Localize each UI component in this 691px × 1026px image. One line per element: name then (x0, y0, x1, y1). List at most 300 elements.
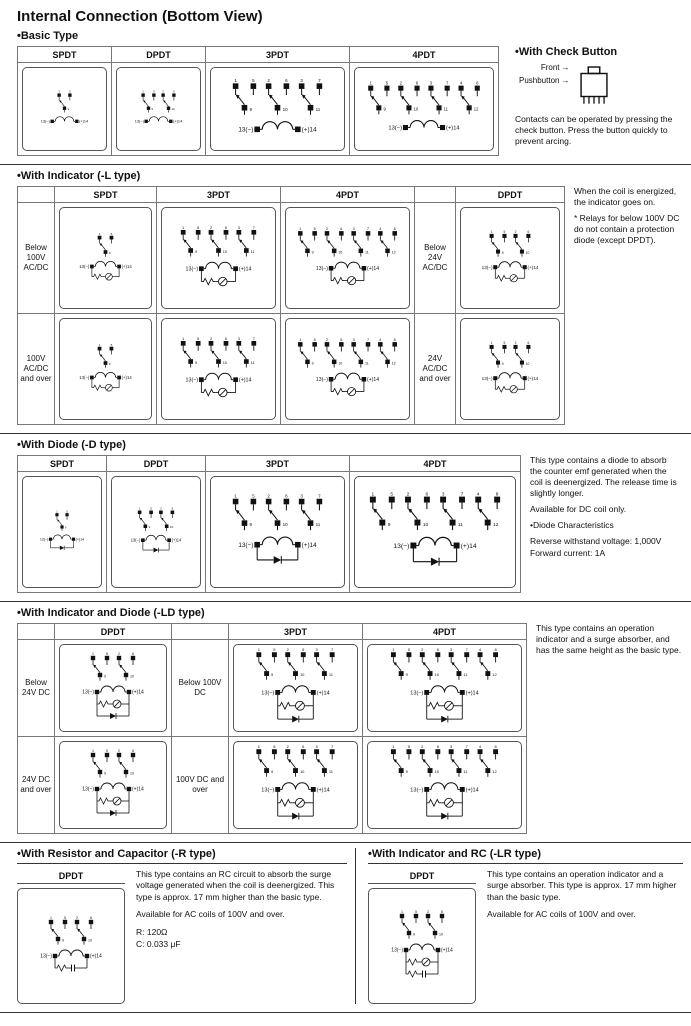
rc-section (17, 848, 355, 1004)
svg-text:8: 8 (476, 80, 479, 86)
section-divider (0, 842, 691, 843)
svg-text:(+)14: (+)14 (527, 264, 539, 270)
basic-type-section (17, 46, 683, 156)
schematic-frame (59, 207, 152, 309)
svg-text:3: 3 (315, 648, 318, 653)
svg-text:6: 6 (132, 748, 134, 753)
svg-text:2: 2 (406, 492, 410, 498)
svg-text:13(−): 13(−) (238, 541, 254, 549)
svg-text:1: 1 (182, 336, 185, 341)
column-header-dpdt: DPDT (17, 869, 125, 884)
svg-text:9: 9 (311, 250, 314, 255)
svg-text:13(−): 13(−) (185, 377, 199, 384)
svg-text:5: 5 (110, 342, 113, 347)
svg-text:(+)14: (+)14 (121, 263, 132, 269)
svg-text:13(−): 13(−) (261, 787, 275, 794)
schematic-ld-4pdt-over (371, 745, 518, 825)
schematic-l-4pdt-over (289, 322, 406, 416)
schematic-d-spdt (26, 480, 98, 584)
svg-text:13(−): 13(−) (410, 690, 424, 697)
rc-resistor-value: R: 120Ω (136, 926, 168, 937)
svg-text:5: 5 (252, 78, 255, 84)
svg-text:1: 1 (371, 492, 375, 498)
svg-text:3: 3 (315, 745, 318, 750)
svg-text:6: 6 (90, 915, 92, 920)
svg-text:10: 10 (525, 250, 530, 255)
schematic-l-dpdt-over (464, 322, 556, 416)
svg-text:9: 9 (108, 362, 111, 367)
arrow-right-icon: → (561, 75, 570, 85)
column-header-spdt: SPDT (18, 47, 111, 62)
schematic-frame (460, 207, 560, 309)
svg-text:1: 1 (234, 493, 237, 499)
cell-ld-4pdt-below (363, 640, 526, 736)
cell-d-dpdt (107, 472, 205, 592)
svg-text:13(−): 13(−) (238, 126, 254, 134)
svg-text:2: 2 (421, 648, 424, 653)
arrow-right-icon: → (561, 63, 570, 72)
svg-text:12: 12 (473, 106, 479, 112)
rc-text-2: Available for AC coils of 100V and over. (136, 909, 285, 920)
svg-text:5: 5 (407, 745, 411, 750)
svg-text:13(−): 13(−) (393, 542, 410, 550)
cell-ld-3pdt-over (229, 737, 362, 833)
section-divider (0, 164, 691, 165)
svg-text:13(−): 13(−) (261, 690, 275, 697)
svg-text:11: 11 (250, 361, 255, 366)
svg-text:1: 1 (50, 915, 52, 920)
schematic-d-4pdt (358, 480, 512, 584)
svg-text:(+)14: (+)14 (367, 377, 380, 384)
cell-l-spdt-over (55, 314, 156, 424)
svg-text:9: 9 (249, 106, 253, 112)
rc-text-1: This type contains an RC circuit to absorb the surge voltage generated when the coil is deenergized. This type is approx. 17 mm higher than the basic type. (136, 869, 335, 902)
column-header-spdt: SPDT (55, 187, 156, 202)
svg-text:2: 2 (514, 340, 517, 345)
schematic-frame (59, 318, 152, 420)
svg-text:2: 2 (286, 648, 289, 653)
svg-text:7: 7 (460, 492, 464, 498)
row-label-24vdc-over: 24V DC and over (18, 737, 54, 833)
svg-text:13(−): 13(−) (79, 374, 90, 380)
svg-text:10: 10 (338, 361, 343, 366)
schematic-basic-3pdt (214, 71, 341, 147)
svg-text:4: 4 (459, 80, 463, 86)
ld-note-1: This type contains an operation indicator and a surge absorber, and has the same height as the basic type. (536, 623, 682, 656)
svg-text:9: 9 (311, 361, 314, 366)
diode-section (17, 455, 683, 593)
lr-text-1: This type contains an operation indicator and a surge absorber. This type is approx. 17 mm higher than the basic type. (487, 869, 677, 902)
schematic-frame (210, 476, 345, 588)
schematic-ld-4pdt-below (371, 648, 518, 728)
svg-text:7: 7 (331, 745, 334, 750)
svg-text:6: 6 (302, 648, 305, 653)
check-button-figure (519, 62, 683, 108)
schematic-frame (22, 476, 102, 588)
cell-d-4pdt (350, 472, 520, 592)
svg-text:7: 7 (331, 648, 334, 653)
svg-text:9: 9 (501, 361, 504, 366)
svg-text:10: 10 (282, 106, 288, 112)
svg-text:9: 9 (64, 526, 67, 530)
svg-text:6: 6 (302, 745, 305, 750)
schematic-frame (59, 644, 167, 732)
svg-text:2: 2 (118, 748, 120, 753)
schematic-r-dpdt (21, 892, 121, 1000)
svg-text:6: 6 (527, 229, 530, 234)
svg-text:7: 7 (252, 225, 255, 230)
svg-text:8: 8 (393, 227, 396, 232)
indicator-note-2: * Relays for below 100V DC do not contain a protection diode (except DPDT). (574, 213, 680, 246)
column-header-dpdt: DPDT (107, 456, 205, 471)
svg-text:(+)14: (+)14 (132, 689, 144, 696)
svg-text:2: 2 (399, 80, 402, 86)
svg-text:6: 6 (132, 651, 134, 656)
schematic-d-dpdt (115, 480, 197, 584)
schematic-frame (22, 67, 107, 151)
svg-text:(+)14: (+)14 (460, 542, 477, 550)
svg-text:5: 5 (153, 89, 155, 94)
svg-text:12: 12 (493, 522, 499, 528)
schematic-basic-dpdt (120, 71, 197, 147)
column-header-4pdt: 4PDT (281, 187, 414, 202)
svg-text:(+)14: (+)14 (301, 541, 317, 549)
svg-text:1: 1 (98, 342, 101, 347)
svg-text:5: 5 (106, 651, 108, 656)
svg-text:1: 1 (392, 648, 395, 653)
diode-note (521, 455, 680, 564)
schematic-frame (367, 644, 522, 732)
svg-text:10: 10 (434, 769, 439, 775)
schematic-frame (17, 888, 125, 1004)
rc-body (17, 869, 347, 1004)
svg-text:2: 2 (514, 229, 517, 234)
check-button-heading: •With Check Button (515, 46, 618, 58)
schematic-l-dpdt-below (464, 211, 556, 305)
svg-text:2: 2 (325, 227, 329, 232)
svg-text:(+)14: (+)14 (465, 690, 479, 697)
svg-text:7: 7 (465, 745, 468, 750)
svg-text:13(−): 13(−) (185, 266, 199, 273)
svg-text:(+)14: (+)14 (238, 266, 252, 273)
svg-text:1: 1 (257, 745, 260, 750)
schematic-frame (367, 741, 522, 829)
svg-text:10: 10 (299, 769, 305, 775)
svg-text:6: 6 (285, 493, 288, 499)
svg-text:2: 2 (325, 338, 329, 343)
svg-text:6: 6 (436, 648, 439, 653)
cell-basic-spdt (18, 63, 111, 155)
schematic-frame (161, 207, 276, 309)
cell-l-dpdt-below (456, 203, 564, 313)
cell-ld-dpdt-below (55, 640, 171, 736)
svg-text:10: 10 (171, 107, 175, 112)
svg-text:5: 5 (313, 338, 316, 343)
svg-text:10: 10 (169, 525, 174, 530)
svg-text:12: 12 (391, 250, 396, 255)
empty-header (415, 187, 455, 202)
svg-text:4: 4 (478, 745, 482, 750)
svg-text:13(−): 13(−) (391, 947, 403, 954)
svg-text:(+)14: (+)14 (238, 377, 252, 384)
column-header-3pdt: 3PDT (229, 624, 362, 639)
svg-text:6: 6 (425, 492, 429, 498)
svg-text:2: 2 (76, 915, 78, 920)
svg-text:11: 11 (364, 250, 369, 255)
ld-heading: •With Indicator and Diode (-LD type) (17, 607, 205, 619)
schematic-frame (116, 67, 201, 151)
svg-text:11: 11 (457, 522, 464, 528)
svg-text:11: 11 (463, 769, 468, 775)
svg-text:3: 3 (441, 492, 445, 498)
diode-note-2: Available for DC coil only. (530, 504, 627, 515)
svg-text:(+)14: (+)14 (301, 126, 317, 134)
svg-text:1: 1 (299, 338, 302, 343)
cell-l-3pdt-over (157, 314, 280, 424)
cell-ld-dpdt-over (55, 737, 171, 833)
svg-text:2: 2 (209, 336, 213, 341)
diode-note-3: •Diode Characteristics (530, 520, 614, 531)
schematic-lr-dpdt (372, 892, 472, 1000)
svg-text:(+)14: (+)14 (316, 690, 330, 697)
svg-text:11: 11 (364, 361, 369, 366)
ld-table (17, 623, 527, 834)
svg-text:3: 3 (237, 225, 240, 230)
column-header-dpdt: DPDT (55, 624, 171, 639)
svg-text:2: 2 (209, 225, 213, 230)
svg-text:1: 1 (369, 80, 372, 86)
svg-text:2: 2 (286, 745, 289, 750)
bottom-section (17, 848, 683, 1004)
cell-basic-3pdt (206, 63, 349, 155)
svg-text:1: 1 (58, 89, 60, 94)
svg-text:1: 1 (182, 225, 185, 230)
diode-note-4: Reverse withstand voltage: 1,000V (530, 536, 662, 547)
svg-text:(+)14: (+)14 (90, 953, 102, 960)
svg-text:2: 2 (160, 506, 162, 511)
basic-type-table (17, 46, 499, 156)
svg-text:1: 1 (92, 748, 94, 753)
diode-table (17, 455, 521, 593)
svg-text:11: 11 (328, 769, 333, 775)
svg-text:12: 12 (391, 361, 396, 366)
svg-text:2: 2 (427, 909, 429, 914)
relay-side-view-icon (572, 62, 616, 108)
page-title: Internal Connection (Bottom View) (17, 8, 263, 25)
svg-text:5: 5 (390, 492, 394, 498)
svg-text:(+)14: (+)14 (173, 119, 183, 124)
svg-text:9: 9 (405, 769, 408, 775)
svg-text:7: 7 (366, 338, 370, 343)
basic-type-heading: •Basic Type (17, 30, 79, 42)
svg-text:11: 11 (443, 106, 449, 112)
svg-text:12: 12 (492, 769, 497, 775)
svg-text:9: 9 (405, 672, 408, 678)
column-header-4pdt: 4PDT (350, 456, 520, 471)
rc-diagram-block (17, 869, 125, 1004)
svg-text:3: 3 (352, 338, 355, 343)
svg-text:3: 3 (450, 745, 453, 750)
svg-text:(+)14: (+)14 (132, 786, 144, 793)
svg-text:13(−): 13(−) (410, 787, 424, 794)
svg-text:10: 10 (338, 250, 343, 255)
empty-header (172, 624, 228, 639)
column-header-3pdt: 3PDT (157, 187, 280, 202)
svg-text:11: 11 (250, 250, 255, 255)
cell-basic-4pdt (350, 63, 498, 155)
svg-text:6: 6 (415, 80, 419, 86)
svg-text:1: 1 (56, 510, 58, 514)
svg-text:6: 6 (527, 340, 530, 345)
lr-diagram-block (368, 869, 476, 1004)
svg-text:5: 5 (69, 89, 71, 94)
svg-text:13(−): 13(−) (40, 119, 50, 124)
schematic-frame (460, 318, 560, 420)
schematic-ld-dpdt-below (63, 648, 163, 728)
svg-text:9: 9 (271, 672, 274, 678)
pushbutton-label: Pushbutton (519, 75, 560, 85)
front-label-row (519, 62, 569, 75)
svg-text:5: 5 (273, 648, 276, 653)
column-header-3pdt: 3PDT (206, 456, 349, 471)
cell-basic-dpdt (112, 63, 205, 155)
column-header-4pdt: 4PDT (350, 47, 498, 62)
section-divider (0, 601, 691, 602)
schematic-frame (368, 888, 476, 1004)
svg-text:5: 5 (66, 510, 68, 514)
lr-text-2: Available for AC coils of 100V and over. (487, 909, 636, 920)
svg-text:9: 9 (194, 250, 198, 255)
svg-text:6: 6 (340, 227, 343, 232)
svg-text:5: 5 (415, 909, 417, 914)
svg-text:5: 5 (385, 80, 389, 86)
empty-header (18, 624, 54, 639)
row-label-100vdc-over: 100V DC and over (172, 737, 228, 833)
svg-text:(+)14: (+)14 (527, 375, 539, 381)
svg-text:13(−): 13(−) (79, 263, 90, 269)
svg-text:9: 9 (194, 361, 198, 366)
diode-note-5: Forward current: 1A (530, 548, 606, 559)
svg-text:6: 6 (224, 336, 228, 341)
cell-l-4pdt-over (281, 314, 414, 424)
svg-text:(+)14: (+)14 (441, 947, 453, 954)
svg-text:4: 4 (476, 492, 480, 498)
svg-text:9: 9 (151, 107, 154, 112)
svg-text:5: 5 (503, 229, 506, 234)
svg-text:(+)14: (+)14 (465, 787, 479, 794)
svg-text:6: 6 (436, 745, 439, 750)
cell-l-3pdt-below (157, 203, 280, 313)
svg-text:9: 9 (104, 674, 106, 679)
svg-text:5: 5 (273, 745, 276, 750)
svg-text:6: 6 (441, 909, 443, 914)
schematic-ld-3pdt-below (237, 648, 354, 728)
svg-text:11: 11 (463, 672, 468, 678)
svg-text:13(−): 13(−) (82, 786, 94, 793)
row-label-below-24vdc: Below 24V DC (18, 640, 54, 736)
schematic-d-3pdt (214, 480, 341, 584)
schematic-basic-spdt (26, 71, 103, 147)
svg-text:8: 8 (494, 745, 497, 750)
schematic-frame (354, 476, 516, 588)
svg-text:6: 6 (224, 225, 228, 230)
row-label-below-100vdc: Below 100V DC (172, 640, 228, 736)
svg-text:9: 9 (104, 771, 106, 776)
svg-text:1: 1 (92, 651, 94, 656)
svg-text:5: 5 (197, 336, 200, 341)
schematic-l-spdt-over (63, 322, 148, 416)
cell-d-3pdt (206, 472, 349, 592)
svg-text:1: 1 (401, 909, 403, 914)
svg-text:13(−): 13(−) (40, 953, 52, 960)
schematic-frame (210, 67, 345, 151)
cell-l-spdt-below (55, 203, 156, 313)
svg-text:12: 12 (492, 672, 497, 678)
schematic-l-spdt-below (63, 211, 148, 305)
column-header-3pdt: 3PDT (206, 47, 349, 62)
indicator-heading: •With Indicator (-L type) (17, 170, 141, 182)
svg-text:7: 7 (465, 648, 468, 653)
svg-text:10: 10 (434, 672, 439, 678)
indicator-table (17, 186, 565, 425)
row-label-100v-over: 100V AC/DC and over (18, 314, 54, 424)
ld-section (17, 623, 683, 834)
column-header-spdt: SPDT (18, 456, 106, 471)
lr-section (355, 848, 683, 1004)
svg-text:13(−): 13(−) (82, 689, 94, 696)
svg-text:6: 6 (173, 89, 175, 94)
row-label-below-100v: Below 100V AC/DC (18, 203, 54, 313)
svg-text:9: 9 (67, 107, 70, 112)
svg-text:(+)14: (+)14 (75, 537, 85, 542)
svg-text:8: 8 (393, 338, 396, 343)
empty-header (18, 187, 54, 202)
rc-heading: •With Resistor and Capacitor (-R type) (17, 848, 347, 864)
cell-d-spdt (18, 472, 106, 592)
svg-text:13(−): 13(−) (481, 264, 493, 270)
diode-note-1: This type contains a diode to absorb the counter emf generated when the coil is deenergized. The release time is slightly longer. (530, 455, 677, 499)
svg-text:8: 8 (495, 492, 499, 498)
row-label-below-24v: Below 24V AC/DC (415, 203, 455, 313)
svg-text:10: 10 (130, 771, 134, 776)
svg-text:6: 6 (285, 78, 288, 84)
svg-text:2: 2 (118, 651, 120, 656)
diode-heading: •With Diode (-D type) (17, 439, 126, 451)
svg-text:5: 5 (407, 648, 411, 653)
svg-text:10: 10 (222, 361, 228, 366)
schematic-frame (285, 318, 410, 420)
svg-text:5: 5 (106, 748, 108, 753)
lr-body (368, 869, 683, 1004)
svg-text:11: 11 (315, 522, 321, 528)
cell-ld-3pdt-below (229, 640, 362, 736)
column-header-dpdt: DPDT (368, 869, 476, 884)
svg-text:1: 1 (138, 506, 141, 511)
svg-text:(+)14: (+)14 (367, 266, 380, 273)
svg-text:(+)14: (+)14 (171, 537, 182, 543)
svg-text:(+)14: (+)14 (446, 125, 460, 132)
svg-text:(+)14: (+)14 (121, 374, 132, 380)
svg-text:13(−): 13(−) (315, 266, 328, 273)
svg-text:9: 9 (62, 938, 64, 943)
svg-text:5: 5 (503, 340, 506, 345)
svg-text:5: 5 (64, 915, 66, 920)
svg-text:13(−): 13(−) (388, 125, 402, 132)
svg-text:6: 6 (171, 506, 174, 511)
schematic-frame (233, 644, 358, 732)
svg-text:2: 2 (421, 745, 424, 750)
svg-text:4: 4 (478, 648, 482, 653)
